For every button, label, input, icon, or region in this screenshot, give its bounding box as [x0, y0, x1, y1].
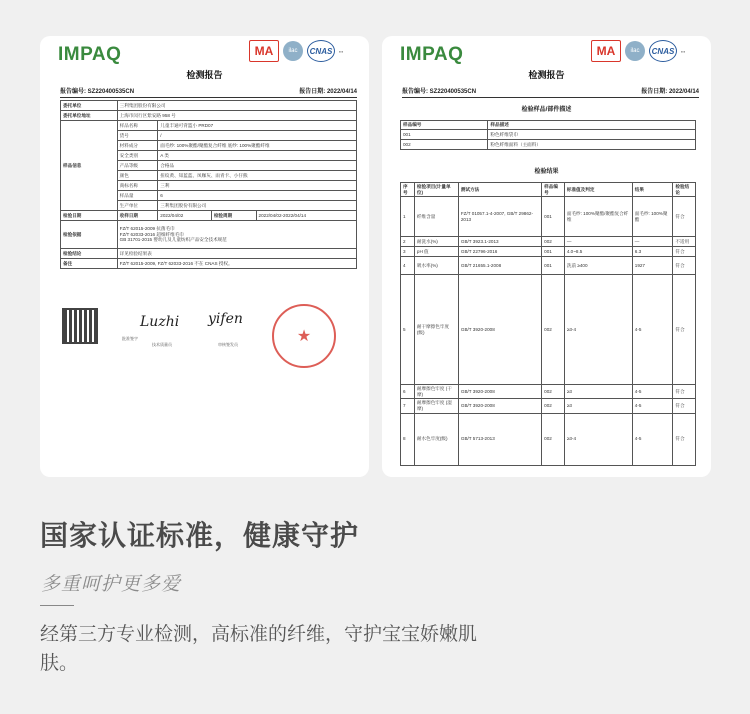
- table-row: [401, 237, 696, 247]
- description: 经第三方专业检测，高标准的纤维，守护宝宝娇嫩肌肤。: [40, 624, 478, 674]
- table-cell: 耐干摩擦色牢度(级): [414, 275, 458, 385]
- table-row: [401, 140, 696, 150]
- table-cell: 6.3: [632, 247, 673, 257]
- results-table: [400, 182, 696, 466]
- table-cell: 001: [542, 257, 565, 275]
- table-cell: 检验结论: [61, 249, 118, 259]
- cnas-caption-icon: ▪▪▪: [681, 48, 686, 54]
- table-cell: 扭纹黄、知蓝蓝、凤咖灰、雨青卡、小仔熊: [158, 171, 357, 181]
- table-cell: 符合: [673, 257, 696, 275]
- report-header-line: [60, 86, 357, 98]
- table-cell: 4-5: [632, 413, 673, 465]
- table-cell: 耐水色牢度(级): [414, 413, 458, 465]
- cert-logos: [249, 40, 359, 62]
- table-row: [61, 111, 357, 121]
- signature-approver: yifen: [208, 311, 243, 327]
- divider: [40, 605, 74, 606]
- table-cell: 三利集团股份有限公司: [158, 201, 357, 211]
- ilac-logo-icon: ilac: [283, 41, 303, 61]
- table-row: [401, 257, 696, 275]
- table-cell: 儿童丰通可背篮小 PRD07: [158, 121, 357, 131]
- table-row: [61, 211, 357, 221]
- brand-logo: IMPAQ: [400, 44, 464, 65]
- table-cell: 检验日期: [61, 211, 118, 221]
- subline: 多重呵护更多爱: [41, 574, 182, 595]
- table-cell: 2: [401, 237, 415, 247]
- qr-code-icon: [62, 308, 98, 344]
- table-row: [401, 399, 696, 413]
- table-cell: 耐摩擦色牢度 (干摩): [414, 385, 458, 399]
- table-cell: 粉色纤维袋巾: [488, 130, 696, 140]
- signature-caption-approver: 审核签发员: [218, 342, 238, 347]
- table-cell: 002: [542, 385, 565, 399]
- cnas-logo-icon: CNAS: [649, 40, 677, 62]
- table-row: [61, 221, 357, 249]
- report-date: 报告日期: 2022/04/14: [641, 89, 699, 95]
- table-cell: 002: [542, 413, 565, 465]
- report-card-cover: [40, 36, 369, 477]
- table-cell: ≥3: [564, 399, 632, 413]
- table-cell: 符合: [673, 197, 696, 237]
- report-number: 报告编号: SZ220400535CN: [60, 89, 135, 95]
- table-cell: /: [158, 131, 357, 141]
- sample-section-title: 检验样品/部件描述: [521, 107, 572, 113]
- table-cell: 4.0~8.5: [564, 247, 632, 257]
- table-cell: 检验周期: [211, 211, 256, 221]
- ma-logo-icon: MA: [249, 40, 279, 62]
- table-cell: 三利集团股份有限公司: [117, 101, 356, 111]
- table-cell: 测试方法: [458, 183, 541, 197]
- table-cell: pH 值: [414, 247, 458, 257]
- table-row: [401, 197, 696, 237]
- table-cell: 002: [542, 275, 565, 385]
- table-cell: 8: [401, 413, 415, 465]
- brand-logo: IMPAQ: [58, 44, 122, 65]
- table-cell: GB/T 3923.1-2013: [458, 237, 541, 247]
- results-section-title: 检验结果: [534, 169, 559, 175]
- cnas-logo-icon: CNAS: [307, 40, 335, 62]
- table-cell: 吸水率(%): [414, 257, 458, 275]
- table-cell: 标准值及判定: [564, 183, 632, 197]
- table-cell: 符合: [673, 275, 696, 385]
- table-cell: 002: [542, 237, 565, 247]
- cnas-caption-icon: ▪▪▪: [339, 48, 344, 54]
- report-number: 报告编号: SZ220400535CN: [402, 89, 477, 95]
- table-cell: 样品信息: [61, 121, 118, 211]
- table-cell: 粉色纤维面料（主面料）: [488, 140, 696, 150]
- table-row: [401, 183, 696, 197]
- table-cell: 合格品: [158, 161, 357, 171]
- table-cell: 检验依据: [61, 221, 118, 249]
- table-cell: 洗前 ≥400: [564, 257, 632, 275]
- table-cell: 结果: [632, 183, 673, 197]
- table-cell: 1927: [632, 257, 673, 275]
- table-cell: —: [564, 237, 632, 247]
- table-cell: 面毛纱: 100%聚酯/聚酯复合纤维: [564, 197, 632, 237]
- ilac-logo-icon: ilac: [625, 41, 645, 61]
- table-cell: 委托单位: [61, 101, 118, 111]
- table-cell: 序号: [401, 183, 415, 197]
- table-cell: 3: [401, 247, 415, 257]
- table-cell: 2022/04/02: [158, 211, 212, 221]
- report-date: 报告日期: 2022/04/14: [299, 89, 357, 95]
- table-row: [401, 247, 696, 257]
- table-cell: GB/T 3920-2008: [458, 385, 541, 399]
- table-cell: 6: [401, 385, 415, 399]
- table-cell: 产品等级: [117, 161, 158, 171]
- table-cell: 6: [158, 191, 357, 201]
- table-cell: 检验项目(计量单位): [414, 183, 458, 197]
- table-cell: 4: [401, 257, 415, 275]
- table-cell: 001: [542, 197, 565, 237]
- table-cell: 生产单位: [117, 201, 158, 211]
- table-cell: 4-5: [632, 275, 673, 385]
- table-cell: GB/T 21655.1-2008: [458, 257, 541, 275]
- table-cell: 商标名称: [117, 181, 158, 191]
- table-cell: 符合: [673, 413, 696, 465]
- signature-caption-author: 批准签字: [122, 336, 138, 341]
- signature-caption-reviewer: 技术质量员: [152, 342, 172, 347]
- table-row: [61, 121, 357, 131]
- cert-logos: [591, 40, 701, 62]
- ma-logo-icon: MA: [591, 40, 621, 62]
- table-cell: 样品名称: [117, 121, 158, 131]
- table-row: [401, 130, 696, 140]
- table-cell: ≥3-4: [564, 413, 632, 465]
- table-cell: 货号: [117, 131, 158, 141]
- basis-item: FZ/T 62015-2009 抗菌毛巾: [119, 226, 175, 232]
- table-cell: 002: [542, 399, 565, 413]
- table-cell: 上海市闵行区紫安路 958 号: [117, 111, 356, 121]
- table-cell: 001: [542, 247, 565, 257]
- table-cell: 安全类别: [117, 151, 158, 161]
- table-cell: GB/T 5713-2013: [458, 413, 541, 465]
- report-info-table: [60, 100, 357, 269]
- table-cell: 检验结论: [673, 183, 696, 197]
- report-header-line: [402, 86, 699, 98]
- report-title: 检测报告: [528, 70, 565, 80]
- table-cell: 三利: [158, 181, 357, 191]
- table-cell: 详见检验结果表: [117, 249, 356, 259]
- table-cell: FZ/T 62015-2009, FZ/T 62033-2016 不在 CNAS 授权。: [117, 259, 356, 269]
- report-title: 检测报告: [186, 70, 223, 80]
- table-cell: 4-5: [632, 385, 673, 399]
- table-cell: 符合: [673, 247, 696, 257]
- table-cell: 样品量: [117, 191, 158, 201]
- table-cell: 2022/04/02-2022/04/14: [256, 211, 356, 221]
- table-cell: 5: [401, 275, 415, 385]
- table-cell: 不适用: [673, 237, 696, 247]
- table-row: [401, 121, 696, 130]
- signature-author: Luzhi: [140, 314, 180, 330]
- table-cell: ≥3-4: [564, 275, 632, 385]
- table-cell: 耐洗水(%): [414, 237, 458, 247]
- table-row: [401, 413, 696, 465]
- headline: 国家认证标准，健康守护: [40, 520, 360, 551]
- table-cell: 002: [401, 140, 488, 150]
- table-cell: 样品描述: [488, 121, 696, 130]
- table-cell: 7: [401, 399, 415, 413]
- table-cell: 颜色: [117, 171, 158, 181]
- table-cell: A 类: [158, 151, 357, 161]
- table-cell: 1: [401, 197, 415, 237]
- table-cell: 收样日期: [117, 211, 158, 221]
- table-cell: 材料成分: [117, 141, 158, 151]
- table-cell: 符合: [673, 385, 696, 399]
- basis-item: GB 31701-2015 婴幼儿及儿童纺织产品安全技术规范: [119, 237, 227, 243]
- official-stamp-icon: ★: [272, 304, 336, 368]
- table-cell: 面毛纱: 100%聚酯/聚酯复合纤维 底纱: 100%聚酯纤维: [158, 141, 357, 151]
- report-card-results: [382, 36, 711, 477]
- table-cell: 符合: [673, 399, 696, 413]
- table-cell: 备注: [61, 259, 118, 269]
- table-cell: ≥3: [564, 385, 632, 399]
- sample-table: [400, 120, 696, 150]
- table-cell: 委托单位地址: [61, 111, 118, 121]
- table-cell: GB/T 3920-2008: [458, 275, 541, 385]
- table-cell: 样品编号: [401, 121, 488, 130]
- table-row: [401, 385, 696, 399]
- table-row: [401, 275, 696, 385]
- table-row: [61, 249, 357, 259]
- table-cell: GB/T 22796-2016: [458, 247, 541, 257]
- table-cell: 4-5: [632, 399, 673, 413]
- table-cell: FZ/T 01057.1-4-2007, GB/T 29862-2013: [458, 197, 541, 237]
- table-cell: —: [632, 237, 673, 247]
- table-cell: 纤维含量: [414, 197, 458, 237]
- table-cell: 耐摩擦色牢度 (湿摩): [414, 399, 458, 413]
- table-row: [61, 101, 357, 111]
- basis-item: FZ/T 62033-2016 超细纤维毛巾: [119, 231, 184, 237]
- table-row: [61, 259, 357, 269]
- table-cell: GB/T 3920-2008: [458, 399, 541, 413]
- table-cell: 001: [401, 130, 488, 140]
- basis-cell: [117, 221, 356, 249]
- table-cell: 面毛纱: 100%聚酯: [632, 197, 673, 237]
- table-cell: 样品编号: [542, 183, 565, 197]
